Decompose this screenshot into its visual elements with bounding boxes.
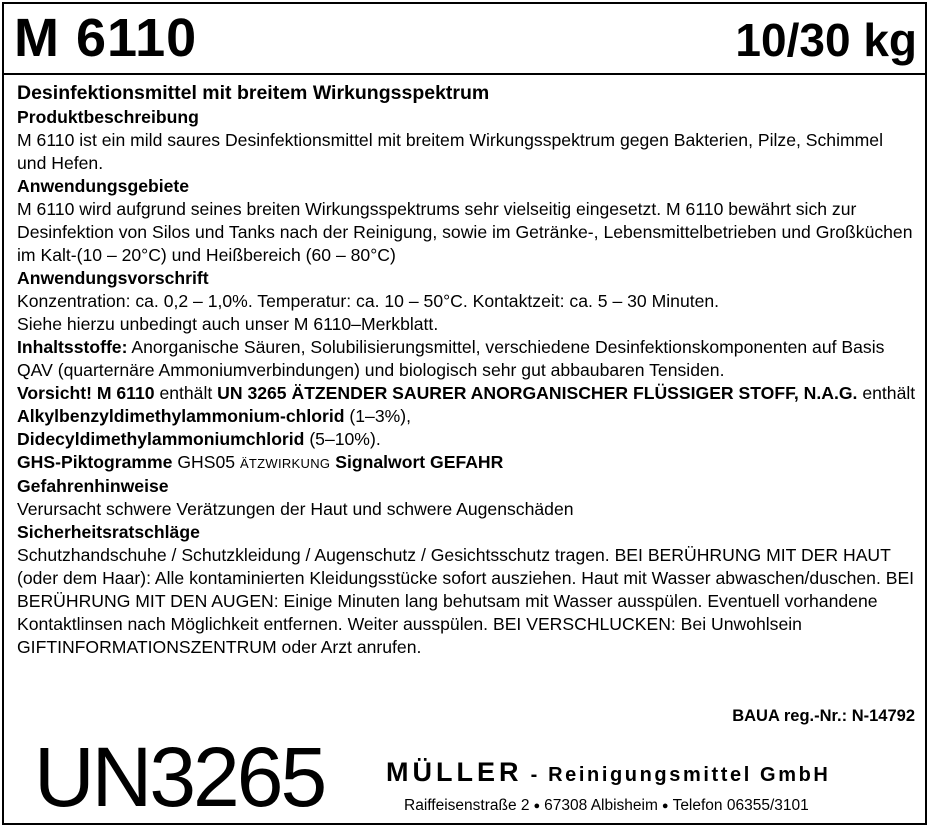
product-label (2, 2, 927, 825)
warning-label: Vorsicht! M 6110 (17, 383, 155, 403)
section-inhaltsstoffe (17, 336, 917, 382)
substance-1-name: Alkylbenzyldimethylammonium-chlorid (17, 406, 345, 426)
section-heading-sicherheitsratschlaege: Sicherheitsratschläge (17, 522, 200, 542)
warning-statement (17, 382, 917, 451)
ghs-signal-word: Signalwort GEFAHR (335, 452, 504, 472)
substance-1-percent: (1–3%), (349, 406, 411, 426)
company-suffix: - Reinigungsmittel GmbH (530, 764, 831, 786)
warning-contains-1: enthält (159, 383, 213, 403)
header-divider (4, 73, 925, 75)
un-number: UN3265 (34, 730, 325, 824)
ghs-line (17, 451, 917, 475)
baua-registration: BAUA reg.-Nr.: N-14792 (732, 707, 915, 725)
ghs-effect: ÄTZWIRKUNG (239, 456, 331, 471)
address-separator-2: ● (661, 799, 669, 812)
package-weight: 10/30 kg (735, 14, 917, 66)
address-street: Raiffeisenstraße 2 (404, 797, 530, 814)
company-name (386, 757, 830, 788)
section-heading-anwendungsgebiete: Anwendungsgebiete (17, 176, 190, 196)
address-city: 67308 Albisheim (544, 797, 658, 814)
product-subtitle: Desinfektionsmittel mit breitem Wirkungsspektrum (17, 82, 490, 104)
section-heading-produktbeschreibung: Produktbeschreibung (17, 107, 199, 127)
section-heading-anwendungsvorschrift: Anwendungsvorschrift (17, 268, 209, 288)
section-text-gefahrenhinweise: Verursacht schwere Verätzungen der Haut und schwere Augenschäden (17, 499, 574, 519)
label-body (17, 80, 917, 659)
section-heading-inhaltsstoffe: Inhaltsstoffe: (17, 337, 128, 357)
section-text-anwendungsvorschrift-line1: Konzentration: ca. 0,2 – 1,0%. Temperatur: ca. 10 – 50°C. Kontaktzeit: ca. 5 – 30 Minuten. (17, 291, 720, 311)
section-heading-gefahrenhinweise: Gefahrenhinweise (17, 476, 169, 496)
ghs-code: GHS05 (177, 452, 236, 472)
company-address (404, 797, 809, 815)
address-separator-1: ● (533, 799, 541, 812)
product-code: M 6110 (14, 8, 198, 68)
substance-2-percent: (5–10%). (309, 429, 381, 449)
un-hazard-name: UN 3265 ÄTZENDER SAURER ANORGANISCHER FLÜSSIGER STOFF, N.A.G. (217, 383, 858, 403)
brand-name: MÜLLER (386, 757, 523, 787)
section-text-sicherheitsratschlaege: Schutzhandschuhe / Schutzkleidung / Augenschutz / Gesichtsschutz tragen. BEI BERÜHRUNG MIT DER HAUT (oder dem Haar): Alle kontaminierten Kleidungsstücke sofort ausziehen. Haut mit Wasser abwaschen/duschen. BEI BERÜHRUNG MIT DEN AUGEN: Einige Minuten lang behutsam mit Wasser ausspülen. Eventuell vorhandene Kontaktlinsen nach Möglichkeit entfernen. Weiter ausspülen. BEI VERSCHLUCKEN: Bei Unwohlsein GIFTINFORMATIONSZENTRUM oder Arzt anrufen. (17, 545, 915, 657)
warning-contains-2: enthält (862, 383, 916, 403)
section-text-anwendungsgebiete: M 6110 wird aufgrund seines breiten Wirkungsspektrums sehr vielseitig eingesetzt. M 6110 bewährt sich zur Desinfektion von Silos und Tanks nach der Reinigung, sowie im Getränke-, Lebensmittelbetrieben und Großküchen im Kalt-(10 – 20°C) und Heißbereich (60 – 80°C) (17, 199, 913, 265)
section-text-anwendungsvorschrift-line2: Siehe hierzu unbedingt auch unser M 6110–Merkblatt. (17, 314, 439, 334)
address-phone: Telefon 06355/3101 (672, 797, 809, 814)
ghs-label: GHS-Piktogramme (17, 452, 173, 472)
substance-2-name: Didecyldimethylammoniumchlorid (17, 429, 305, 449)
section-text-inhaltsstoffe: Anorganische Säuren, Solubilisierungsmittel, verschiedene Desinfektionskomponenten auf Basis QAV (quarternäre Ammoniumverbindungen) und biologisch sehr gut abbaubaren Tensiden. (17, 337, 885, 380)
section-text-produktbeschreibung: M 6110 ist ein mild saures Desinfektionsmittel mit breitem Wirkungsspektrum gegen Bakterien, Pilze, Schimmel und Hefen. (17, 130, 884, 173)
